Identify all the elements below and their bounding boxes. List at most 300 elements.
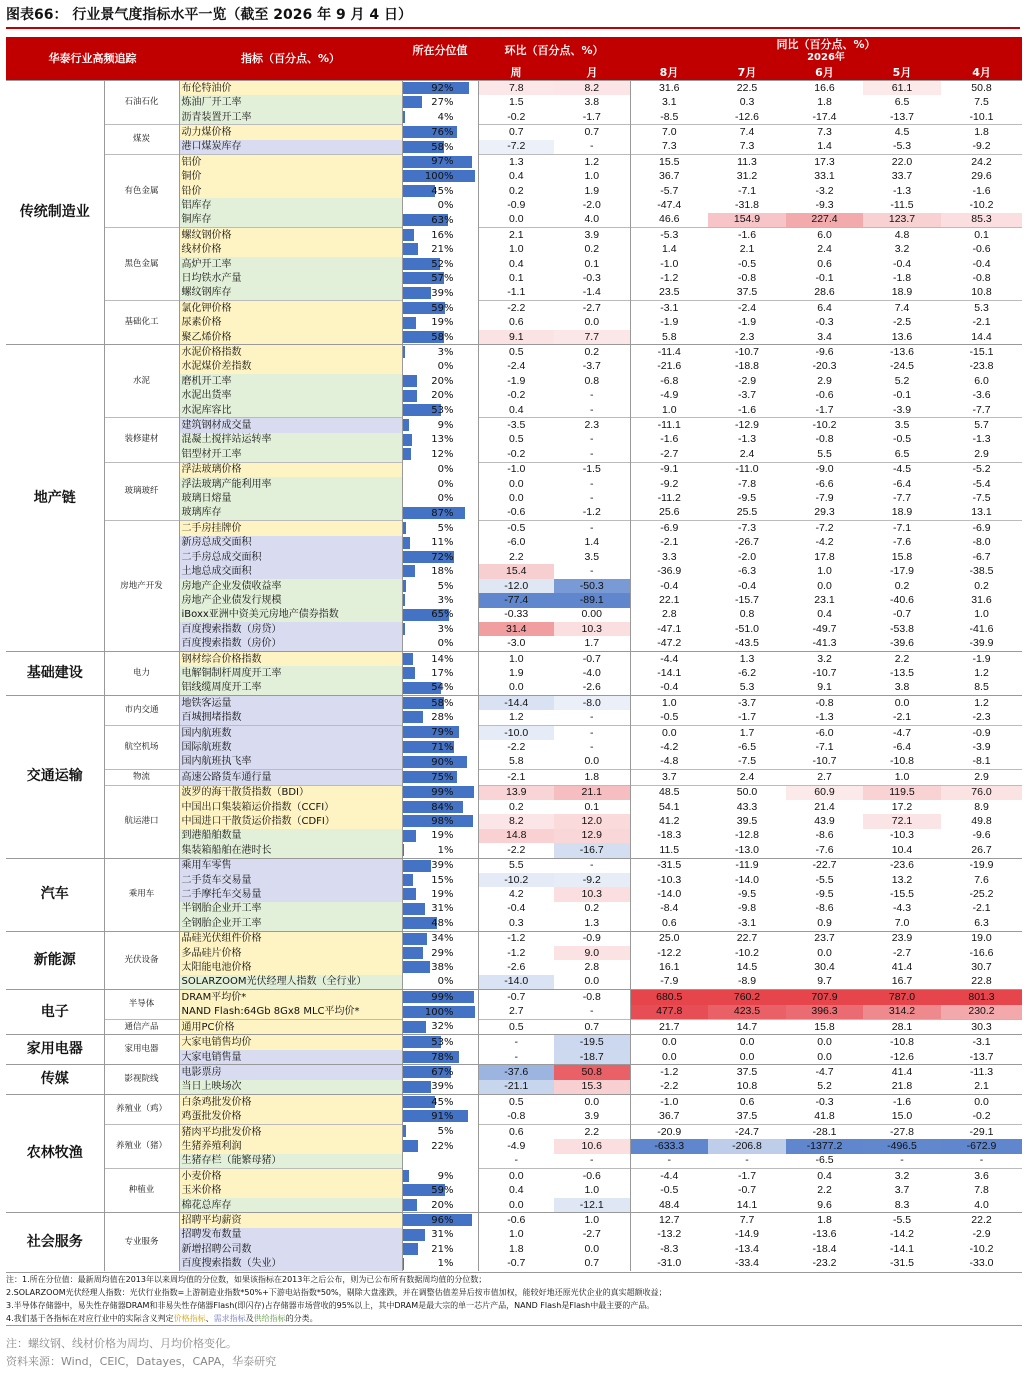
- percentile-value: 27%: [431, 97, 454, 109]
- title-rule: [6, 27, 1020, 29]
- percentile-bar: [403, 229, 415, 241]
- yoy-value: -0.8: [972, 271, 991, 284]
- wow-month: -0.9: [554, 931, 630, 946]
- yoy-value: -4.7: [863, 725, 941, 740]
- wow-week: 14.8: [478, 829, 554, 843]
- percentile-cell: [402, 579, 478, 593]
- percentile-cell: [402, 81, 478, 96]
- indicator-name: 国内航班执飞率: [179, 755, 402, 770]
- yoy-value: -4.9: [630, 389, 708, 403]
- indicator-name: 中国进口干散货运价指数（CDFI）: [179, 814, 402, 828]
- wow-month: 1.4: [554, 536, 630, 550]
- indicator-name: 二手房挂牌价: [179, 521, 402, 536]
- yoy-value: -51.0: [735, 622, 759, 635]
- percentile-cell: [402, 433, 478, 447]
- percentile-cell: [402, 374, 478, 388]
- yoy-value: -3.9: [972, 740, 991, 753]
- subsector-label: 黑色金属: [104, 228, 179, 301]
- percentile-value: 0%: [437, 361, 454, 373]
- percentile-cell: [402, 946, 478, 960]
- wow-month: 10.6: [554, 1139, 630, 1153]
- indicator-name: 玉米价格: [179, 1183, 402, 1197]
- percentile-cell: [402, 477, 478, 491]
- wow-month: 2.8: [554, 960, 630, 974]
- subsector-label: 航空机场: [104, 725, 179, 769]
- wow-month: 1.8: [554, 770, 630, 785]
- wow-month: 12.9: [554, 829, 630, 843]
- yoy-value: -23.8: [969, 360, 994, 373]
- yoy-value: -17.4: [812, 110, 837, 123]
- table-row: [6, 696, 1022, 711]
- yoy-value: 43.9: [814, 815, 835, 828]
- yoy-value: 31.6: [630, 81, 708, 96]
- wow-week: -2.2: [507, 843, 526, 856]
- yoy-value: 50.8: [941, 81, 1022, 96]
- wow-week: 4.2: [508, 888, 524, 901]
- percentile-cell: [402, 1124, 478, 1139]
- indicator-name: 钢材综合价格指数: [179, 651, 402, 666]
- subsector-label: 航运港口: [104, 785, 179, 858]
- wow-week: -0.2: [507, 389, 526, 402]
- wow-week: -1.2: [478, 931, 554, 946]
- notes: [6, 1272, 1022, 1326]
- wow-month: 0.0: [554, 975, 630, 990]
- yoy-value: 21.7: [630, 1020, 708, 1035]
- yoy-value: -26.7: [735, 536, 759, 549]
- wow-month: 0.2: [554, 242, 630, 256]
- percentile-cell: [402, 1257, 478, 1271]
- yoy-value: 2.4: [817, 243, 832, 256]
- indicator-name: 玻璃库存: [179, 506, 402, 521]
- yoy-value: 0.6: [630, 916, 708, 931]
- indicator-name: 二手房总成交面积: [179, 550, 402, 564]
- yoy-value: -6.7: [972, 550, 991, 563]
- yoy-value: 6.4: [786, 301, 863, 316]
- yoy-value: -18.3: [630, 829, 708, 843]
- yoy-value: 13.2: [891, 873, 913, 886]
- yoy-value: 0.9: [817, 916, 832, 929]
- wow-month: -1.2: [554, 506, 630, 521]
- percentile-value: 21%: [431, 1243, 454, 1255]
- yoy-value: -4.3: [892, 902, 912, 915]
- percentile-bar: [403, 961, 430, 973]
- group-label: 传统制造业: [6, 81, 104, 345]
- yoy-value: 0.4: [786, 1169, 863, 1184]
- yoy-value: -10.2: [969, 198, 994, 211]
- percentile-bar: [403, 888, 417, 900]
- yoy-value: -6.2: [737, 666, 757, 679]
- percentile-value: 3%: [437, 623, 454, 635]
- subsector-label: 玻璃玻纤: [104, 462, 179, 521]
- subsector-label: 光伏设备: [104, 931, 179, 990]
- wow-week: 1.0: [478, 651, 554, 666]
- wow-month: -: [554, 403, 630, 418]
- wow-month: -50.3: [554, 579, 630, 593]
- yoy-value: -7.9: [630, 975, 708, 990]
- wow-month: 3.8: [554, 95, 630, 109]
- indicator-name: 铝库存: [179, 198, 402, 212]
- percentile-value: 59%: [431, 302, 454, 314]
- yoy-value: -11.1: [630, 418, 708, 433]
- yoy-value: -3.7: [737, 389, 757, 402]
- yoy-value: 5.3: [941, 301, 1022, 316]
- yoy-value: 230.2: [941, 1005, 1022, 1020]
- percentile-bar: [403, 1243, 418, 1255]
- yoy-value: -4.7: [786, 1065, 863, 1080]
- wow-week: 0.0: [508, 681, 524, 694]
- yoy-value: -6.5: [815, 1154, 834, 1167]
- percentile-bar: [403, 903, 425, 915]
- yoy-value: 5.3: [739, 681, 755, 694]
- percentile-value: 39%: [431, 860, 454, 872]
- percentile-cell: [402, 1228, 478, 1242]
- yoy-value: -0.4: [892, 257, 912, 270]
- yoy-value: 15.8: [786, 1020, 863, 1035]
- indicator-name: 百度搜索指数（房价）: [179, 636, 402, 651]
- percentile-value: 53%: [431, 1037, 454, 1049]
- percentile-cell: [402, 960, 478, 974]
- yoy-value: 14.7: [708, 1020, 786, 1035]
- yoy-value: -1.2: [630, 271, 708, 285]
- yoy-value: 1.4: [817, 140, 832, 153]
- yoy-value: -6.5: [737, 740, 757, 753]
- percentile-value: 1%: [437, 844, 454, 856]
- percentile-cell: [402, 198, 478, 212]
- yoy-value: -3.1: [737, 916, 757, 929]
- percentile-value: 39%: [431, 1081, 454, 1093]
- table-row: [6, 1095, 1022, 1110]
- yoy-value: -8.0: [972, 536, 991, 549]
- yoy-value: 3.3: [630, 550, 708, 564]
- percentile-bar: [403, 390, 417, 402]
- wow-week: -37.6: [478, 1065, 554, 1080]
- yoy-value: 22.5: [708, 81, 786, 96]
- wow-week: 15.4: [478, 564, 554, 578]
- percentile-cell: [402, 316, 478, 330]
- yoy-value: 23.5: [630, 286, 708, 301]
- indicator-name: 集装箱船舶在港时长: [179, 843, 402, 858]
- subsector-label: 乘用车: [104, 858, 179, 931]
- table-row: [6, 931, 1022, 946]
- wow-month: 0.0: [554, 1242, 630, 1256]
- wow-month: 15.3: [554, 1080, 630, 1095]
- yoy-value: -6.6: [815, 477, 834, 490]
- yoy-value: -1.0: [630, 1095, 708, 1110]
- percentile-cell: [402, 931, 478, 946]
- yoy-value: -1.8: [892, 271, 912, 284]
- percentile-cell: [402, 550, 478, 564]
- yoy-value: 25.0: [630, 931, 708, 946]
- percentile-cell: [402, 990, 478, 1005]
- indicator-name: 国际航班数: [179, 740, 402, 754]
- percentile-bar: [403, 522, 407, 534]
- yoy-value: -8.1: [972, 755, 991, 768]
- indicator-name: DRAM平均价*: [179, 990, 402, 1005]
- yoy-value: -8.5: [630, 110, 708, 125]
- indicator-name: 水泥库容比: [179, 403, 402, 418]
- yoy-value: -14.9: [735, 1228, 759, 1241]
- wow-week: -2.1: [478, 770, 554, 785]
- wow-week: 0.5: [508, 433, 524, 446]
- wow-month: -: [554, 433, 630, 447]
- yoy-value: -39.6: [890, 637, 914, 650]
- yoy-value: -8.9: [737, 975, 757, 988]
- yoy-value: -1.7: [708, 1169, 786, 1184]
- table-row: [6, 651, 1022, 666]
- percentile-value: 31%: [431, 903, 454, 915]
- percentile-value: 20%: [431, 390, 454, 402]
- percentile-value: 72%: [431, 551, 454, 563]
- subsector-label: 有色金属: [104, 155, 179, 228]
- wow-week: -0.2: [507, 110, 526, 123]
- yoy-value: -0.3: [815, 316, 834, 329]
- percentile-value: 11%: [431, 537, 454, 549]
- yoy-value: -7.8: [737, 477, 757, 490]
- yoy-value: 7.6: [974, 873, 989, 886]
- yoy-value: 50.0: [708, 785, 786, 800]
- yoy-value: -0.6: [972, 243, 991, 256]
- wow-week: -1.1: [507, 286, 526, 299]
- yoy-value: -5.3: [630, 228, 708, 243]
- yoy-value: 801.3: [941, 990, 1022, 1005]
- yoy-value: -13.7: [890, 110, 914, 123]
- percentile-cell: [402, 785, 478, 800]
- indicator-name: 新增招聘公司数: [179, 1242, 402, 1256]
- wow-month: 0.1: [554, 257, 630, 271]
- percentile-value: 4%: [437, 111, 454, 123]
- yoy-value: -0.9: [941, 725, 1022, 740]
- wow-month: 0.7: [554, 1257, 630, 1271]
- yoy-value: 3.6: [941, 1169, 1022, 1184]
- percentile-bar: [403, 1081, 431, 1093]
- wow-month: 3.9: [554, 1109, 630, 1124]
- indicator-name: 二手货车交易量: [179, 873, 402, 887]
- wow-month: -2.0: [554, 198, 630, 212]
- table-row: [6, 301, 1022, 316]
- yoy-value: -7.9: [815, 492, 834, 505]
- percentile-cell: [402, 506, 478, 521]
- yoy-value: -0.7: [737, 1184, 757, 1197]
- percentile-value: 99%: [431, 991, 454, 1003]
- wow-month: 9.0: [554, 946, 630, 960]
- yoy-value: 1.0: [630, 696, 708, 711]
- yoy-value: -9.5: [815, 888, 834, 901]
- indicator-name: NAND Flash:64Gb 8Gx8 MLC平均价*: [179, 1005, 402, 1020]
- yoy-value: 3.7: [630, 770, 708, 785]
- wow-month: 10.3: [554, 887, 630, 901]
- wow-month: -: [554, 389, 630, 403]
- wow-month: -18.7: [554, 1050, 630, 1065]
- percentile-bar: [403, 537, 411, 549]
- wow-week: 1.8: [508, 1242, 524, 1255]
- yoy-value: -13.0: [735, 843, 759, 856]
- yoy-value: -31.0: [630, 1257, 708, 1271]
- yoy-value: -14.0: [735, 873, 759, 886]
- yoy-value: -22.7: [786, 858, 863, 873]
- yoy-value: -2.0: [737, 550, 757, 563]
- percentile-value: 12%: [431, 449, 454, 461]
- indicator-name: 日均铁水产量: [179, 271, 402, 285]
- percentile-cell: [402, 1183, 478, 1197]
- yoy-value: 0.0: [817, 946, 832, 959]
- yoy-value: 7.0: [630, 125, 708, 140]
- wow-week: 1.0: [508, 243, 524, 256]
- percentile-value: 0%: [437, 638, 454, 650]
- indicator-name: 棉花总库存: [179, 1198, 402, 1213]
- yoy-value: 8.9: [974, 800, 989, 813]
- yoy-value: 0.0: [630, 1050, 708, 1065]
- yoy-value: -11.4: [630, 345, 708, 360]
- yoy-value: 760.2: [708, 990, 786, 1005]
- yoy-value: -8.6: [815, 829, 834, 842]
- footer-note: 注：螺纹钢、线材价格为周均、月均价格变化。: [6, 1337, 237, 1350]
- yoy-value: -6.4: [892, 740, 912, 753]
- wow-month: -0.8: [554, 990, 630, 1005]
- subsector-label: 煤炭: [104, 125, 179, 155]
- wow-month: -12.1: [554, 1198, 630, 1213]
- percentile-value: 57%: [431, 272, 454, 284]
- wow-week: 0.0: [508, 213, 524, 226]
- yoy-value: 2.1: [739, 243, 755, 256]
- percentile-bar: [403, 346, 405, 358]
- percentile-cell: [402, 696, 478, 711]
- wow-week: 0.2: [508, 800, 524, 813]
- yoy-value: -4.8: [630, 755, 708, 770]
- percentile-bar: [403, 667, 415, 679]
- group-label: 传媒: [6, 1065, 104, 1095]
- yoy-value: -40.6: [890, 593, 914, 606]
- wow-month: -: [554, 477, 630, 491]
- yoy-value: -2.1: [892, 711, 912, 724]
- yoy-value: 28.6: [814, 286, 835, 299]
- table-row: [6, 418, 1022, 433]
- yoy-value: -18.8: [735, 360, 759, 373]
- yoy-value: -2.2: [630, 1080, 708, 1095]
- wow-week: 0.0: [478, 1169, 554, 1184]
- header-m3: 5月: [863, 64, 941, 81]
- wow-month: 1.9: [554, 184, 630, 198]
- yoy-value: 4.8: [863, 228, 941, 243]
- subsector-label: 物流: [104, 770, 179, 785]
- yoy-value: -2.4: [708, 301, 786, 316]
- percentile-value: 65%: [431, 609, 454, 621]
- yoy-value: 2.4: [708, 770, 786, 785]
- indicator-name: 中国出口集装箱运价指数（CCFI）: [179, 800, 402, 814]
- yoy-value: -1.3: [892, 184, 912, 197]
- yoy-value: -2.7: [630, 447, 708, 462]
- wow-month: 0.7: [554, 125, 630, 140]
- subsector-label: 房地产开发: [104, 521, 179, 652]
- header-m2: 6月: [786, 64, 863, 81]
- yoy-value: 423.5: [708, 1005, 786, 1020]
- yoy-value: 8.3: [894, 1198, 910, 1211]
- percentile-cell: [402, 184, 478, 198]
- yoy-value: -17.9: [890, 565, 914, 578]
- percentile-cell: [402, 1154, 478, 1169]
- wow-week: -0.2: [507, 447, 526, 460]
- yoy-value: 1.4: [630, 242, 708, 256]
- yoy-value: -7.1: [737, 184, 757, 197]
- percentile-value: 45%: [431, 185, 454, 197]
- indicator-name: 猪肉平均批发价格: [179, 1124, 402, 1139]
- yoy-value: -13.2: [630, 1228, 708, 1242]
- yoy-value: 1.0: [863, 770, 941, 785]
- wow-week: -0.9: [507, 198, 526, 211]
- percentile-value: 84%: [431, 801, 454, 813]
- yoy-value: 15.0: [891, 1110, 913, 1123]
- percentile-bar: [403, 580, 407, 592]
- percentile-bar: [403, 243, 418, 255]
- percentile-value: 58%: [431, 331, 454, 343]
- percentile-value: 100%: [424, 171, 454, 183]
- subsector-label: 影视院线: [104, 1065, 179, 1095]
- yoy-value: 2.9: [817, 374, 832, 387]
- yoy-value: 24.2: [941, 155, 1022, 170]
- yoy-value: 48.4: [630, 1198, 708, 1213]
- percentile-value: 78%: [431, 1051, 454, 1063]
- yoy-value: 7.4: [708, 125, 786, 140]
- yoy-value: 6.0: [974, 374, 989, 387]
- percentile-value: 92%: [431, 82, 454, 94]
- table-row: [6, 1065, 1022, 1080]
- wow-month: 0.1: [554, 800, 630, 814]
- table-row: [6, 345, 1022, 360]
- yoy-value: 41.4: [863, 1065, 941, 1080]
- yoy-value: 2.8: [630, 608, 708, 622]
- yoy-value: -2.1: [972, 902, 991, 915]
- percentile-value: 0%: [437, 976, 454, 988]
- yoy-value: -13.5: [890, 666, 914, 679]
- percentile-bar: [403, 434, 412, 446]
- wow-week: -12.0: [478, 579, 554, 593]
- yoy-value: -: [630, 1154, 708, 1169]
- header-m0: 8月: [630, 64, 708, 81]
- yoy-value: 6.0: [786, 228, 863, 243]
- yoy-value: 2.3: [739, 330, 755, 343]
- yoy-value: 39.5: [736, 815, 758, 828]
- yoy-value: -: [979, 1154, 984, 1167]
- group-label: 交通运输: [6, 696, 104, 858]
- table-row: [6, 521, 1022, 536]
- yoy-value: 5.2: [817, 1080, 832, 1093]
- yoy-value: -4.2: [630, 740, 708, 754]
- page-title: 图表66： 行业景气度指标水平一览（截至 2026 年 9 月 4 日）: [6, 7, 413, 23]
- yoy-value: -6.9: [630, 521, 708, 536]
- yoy-value: 17.2: [891, 800, 913, 813]
- yoy-value: -11.3: [941, 1065, 1022, 1080]
- table-row: [6, 990, 1022, 1005]
- yoy-value: -9.3: [815, 198, 834, 211]
- yoy-value: -39.9: [969, 637, 994, 650]
- percentile-cell: [402, 622, 478, 636]
- yoy-value: -12.9: [708, 418, 786, 433]
- yoy-value: 4.0: [974, 1198, 989, 1211]
- yoy-value: -14.2: [890, 1228, 914, 1241]
- yoy-value: 7.3: [630, 140, 708, 155]
- yoy-value: 41.2: [630, 814, 708, 828]
- yoy-value: -2.9: [972, 1228, 991, 1241]
- yoy-value: -5.2: [941, 462, 1022, 477]
- table-row: [6, 228, 1022, 243]
- yoy-value: -14.0: [630, 887, 708, 901]
- yoy-value: 22.8: [971, 975, 992, 988]
- yoy-value: -4.4: [630, 1169, 708, 1184]
- percentile-value: 14%: [431, 653, 454, 665]
- subsector-label: 养殖业（鸡）: [104, 1095, 179, 1125]
- yoy-value: 5.8: [630, 330, 708, 345]
- yoy-value: -24.7: [708, 1124, 786, 1139]
- table-row: [6, 1124, 1022, 1139]
